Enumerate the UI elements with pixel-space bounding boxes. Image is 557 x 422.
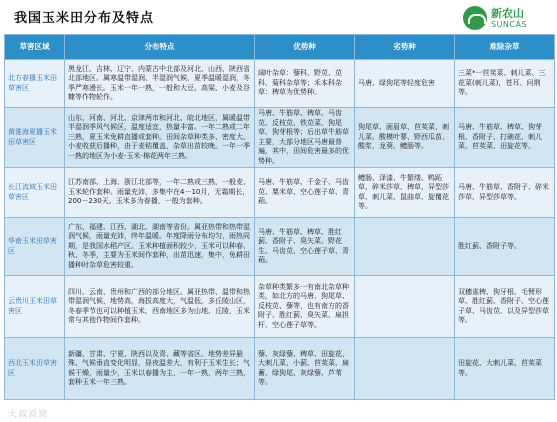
cell-dominant: 杂草种类繁多一有南北杂草种类，如北方的马唐、狗尾草、反枝苋、藜等，也有南方的香附子、胜红蓟、臭矢菜、扁担杆、空心莲子草等。 xyxy=(255,276,355,338)
table-row xyxy=(5,108,555,168)
cell-difficult: 双穗雀稗、狗牙根、毛臂形草、胜红蓟、香附子、空心莲子草、马齿苋、以及异型莎草等。 xyxy=(455,276,555,338)
header-dominant: 优势种 xyxy=(255,35,355,60)
brand-logo xyxy=(463,4,547,34)
table-row xyxy=(5,168,555,218)
cell-region: 长江流域玉米田草害区 xyxy=(5,168,65,218)
cell-inferior xyxy=(355,338,455,400)
cell-difficult: 马唐、牛筋草、香附子、碎米莎草、异型莎草等。 xyxy=(455,168,555,218)
table-header-row xyxy=(5,35,555,60)
watermark: 大叔说说 xyxy=(8,410,49,420)
cell-region: 西北玉米田草害区 xyxy=(5,338,65,400)
header-region: 草害区域 xyxy=(5,35,65,60)
header-difficult: 难除杂草 xyxy=(455,35,555,60)
cell-region: 华南玉米田草害区 xyxy=(5,218,65,276)
cell-difficult: 马唐、牛筋草、稗草、狗芽根、香附子、打碗花、刺儿菜、苣荬菜、田旋花等。 xyxy=(455,108,555,168)
table-row xyxy=(5,218,555,276)
logo-icon xyxy=(463,6,487,30)
cell-inferior: 鳢肠、泽漆、牛繁缕、鸭跖草、碎米莎草、稗草、异型莎草、刺儿菜、鼠曲草、旋覆花等。 xyxy=(355,168,455,218)
cell-features: 江苏南部、上海、浙江北部等，一年二熟或三熟，一般麦、玉米轮作套种。雨量充沛，多集中在4－10月，无霜期长，200－230天。玉米多为春播，一般为套种。 xyxy=(65,168,255,218)
cell-inferior xyxy=(355,276,455,338)
table-row xyxy=(5,338,555,400)
cell-dominant: 马唐、牛筋草、千金子、马齿苋、粟米草、空心莲子草、青葙。 xyxy=(255,168,355,218)
cell-inferior: 马唐、绿狗尾等轻度危害 xyxy=(355,60,455,108)
table-row xyxy=(5,276,555,338)
cell-features: 新疆、甘肃、宁夏、陕西以及青、藏等省区。地势差异悬殊、气候垂直变化明显，昼夜温差大，有利于玉米生长；气候干燥，雨量少，玉米以春播为主，一年一熟，两年三熟，套种玉米一年三熟。 xyxy=(65,338,255,400)
cell-inferior: 狗尾草、画眉草、苣荬菜、刺儿菜、酸模叶蓼、野西瓜苗、酸浆、龙葵、鳢肠等。 xyxy=(355,108,455,168)
cell-region: 黄淮海夏播玉米田草害区 xyxy=(5,108,65,168)
table-row xyxy=(5,60,555,108)
header-features: 分布特点 xyxy=(65,35,255,60)
logo-text-en: SUNCAS xyxy=(491,20,528,29)
cell-region: 北方春播玉米田草害区 xyxy=(5,60,65,108)
page-title: 我国玉米田分布及特点 xyxy=(14,11,155,26)
weed-distribution-table xyxy=(4,34,555,400)
logo-text-cn: 新农山 xyxy=(491,7,524,20)
header-inferior: 劣势种 xyxy=(355,35,455,60)
cell-dominant: 阔叶杂草：藜科、野苋、苋科、菊科杂草等；禾本科杂草：稗草为优势种。 xyxy=(255,60,355,108)
cell-inferior xyxy=(355,218,455,276)
cell-dominant: 马唐、牛筋草、稗草、马齿苋、反枝苋、铁苋菜、狗尾草、狗芽根等；后出草牛筋草主要，大部分地区马唐最普遍，其中，田间危害最多的优势种。 xyxy=(255,108,355,168)
cell-difficult: 田旋花、大刺儿菜、苣荬菜等。 xyxy=(455,338,555,400)
cell-difficult: 三菜*一苣荬菜、刺儿菜、三花菜(刺儿菜)，苍耳、问荆等。 xyxy=(455,60,555,108)
cell-region: 云贵川玉米田草害区 xyxy=(5,276,65,338)
cell-features: 山东、河南、河北、京津两市和河北、皖北地区，属暖温带半湿润季风气候区，温度适宜，热量丰富。一年二熟或二年三熟，夏玉米免耕直播或套种。田间杂草种类多、密度大。小麦收获后播种，由于麦秸覆盖，杂草出苗较晚。一年一季一熟的地区为小麦-玉米-棉花两年三熟。 xyxy=(65,108,255,168)
cell-features: 黑龙江、吉林、辽宁、内蒙古中北部及河北、山西、陕西省北部地区。属寒温带湿润、半湿润气候，夏季温暖湿润，冬季严寒漫长。玉米一年一熟，一般和大豆、高粱、小麦及谷糠等作物轮作。 xyxy=(65,60,255,108)
cell-dominant: 马唐、牛筋草、稗草、胜红蓟、香附子、臭矢菜、野花生、马齿苋、空心莲子草、青葙。 xyxy=(255,218,355,276)
cell-features: 四川、云南、贵州和广西的部分地区。属亚热带、温带和热带湿润气候，地势高，海拔高度大，气温低，多丘陵山区，冬春季节也可以种植玉米，西南地区多为山地、丘陵，玉米常与其他作物间作套种。 xyxy=(65,276,255,338)
cell-dominant: 藜、灰绿藜、稗草、田旋花、大刺儿菜、小蓟、苣荬菜、扁蓄、绿狗尾、灰绿藜、芦苇等。 xyxy=(255,338,355,400)
cell-features: 广东、福建、江西、湖北、湖南等省份。属亚热带和热带湿润气候，雨量充沛，终年温暖。年度降雨分布均匀，雨热同期，是我国水稻产区。玉米种植面积较少，玉米可以种春、秋、冬季，主要为玉米间作套种，出苗迅速，集中，免耕田播种时杂草危害较重。 xyxy=(65,218,255,276)
cell-difficult: 胜红蓟、香附子等。 xyxy=(455,218,555,276)
